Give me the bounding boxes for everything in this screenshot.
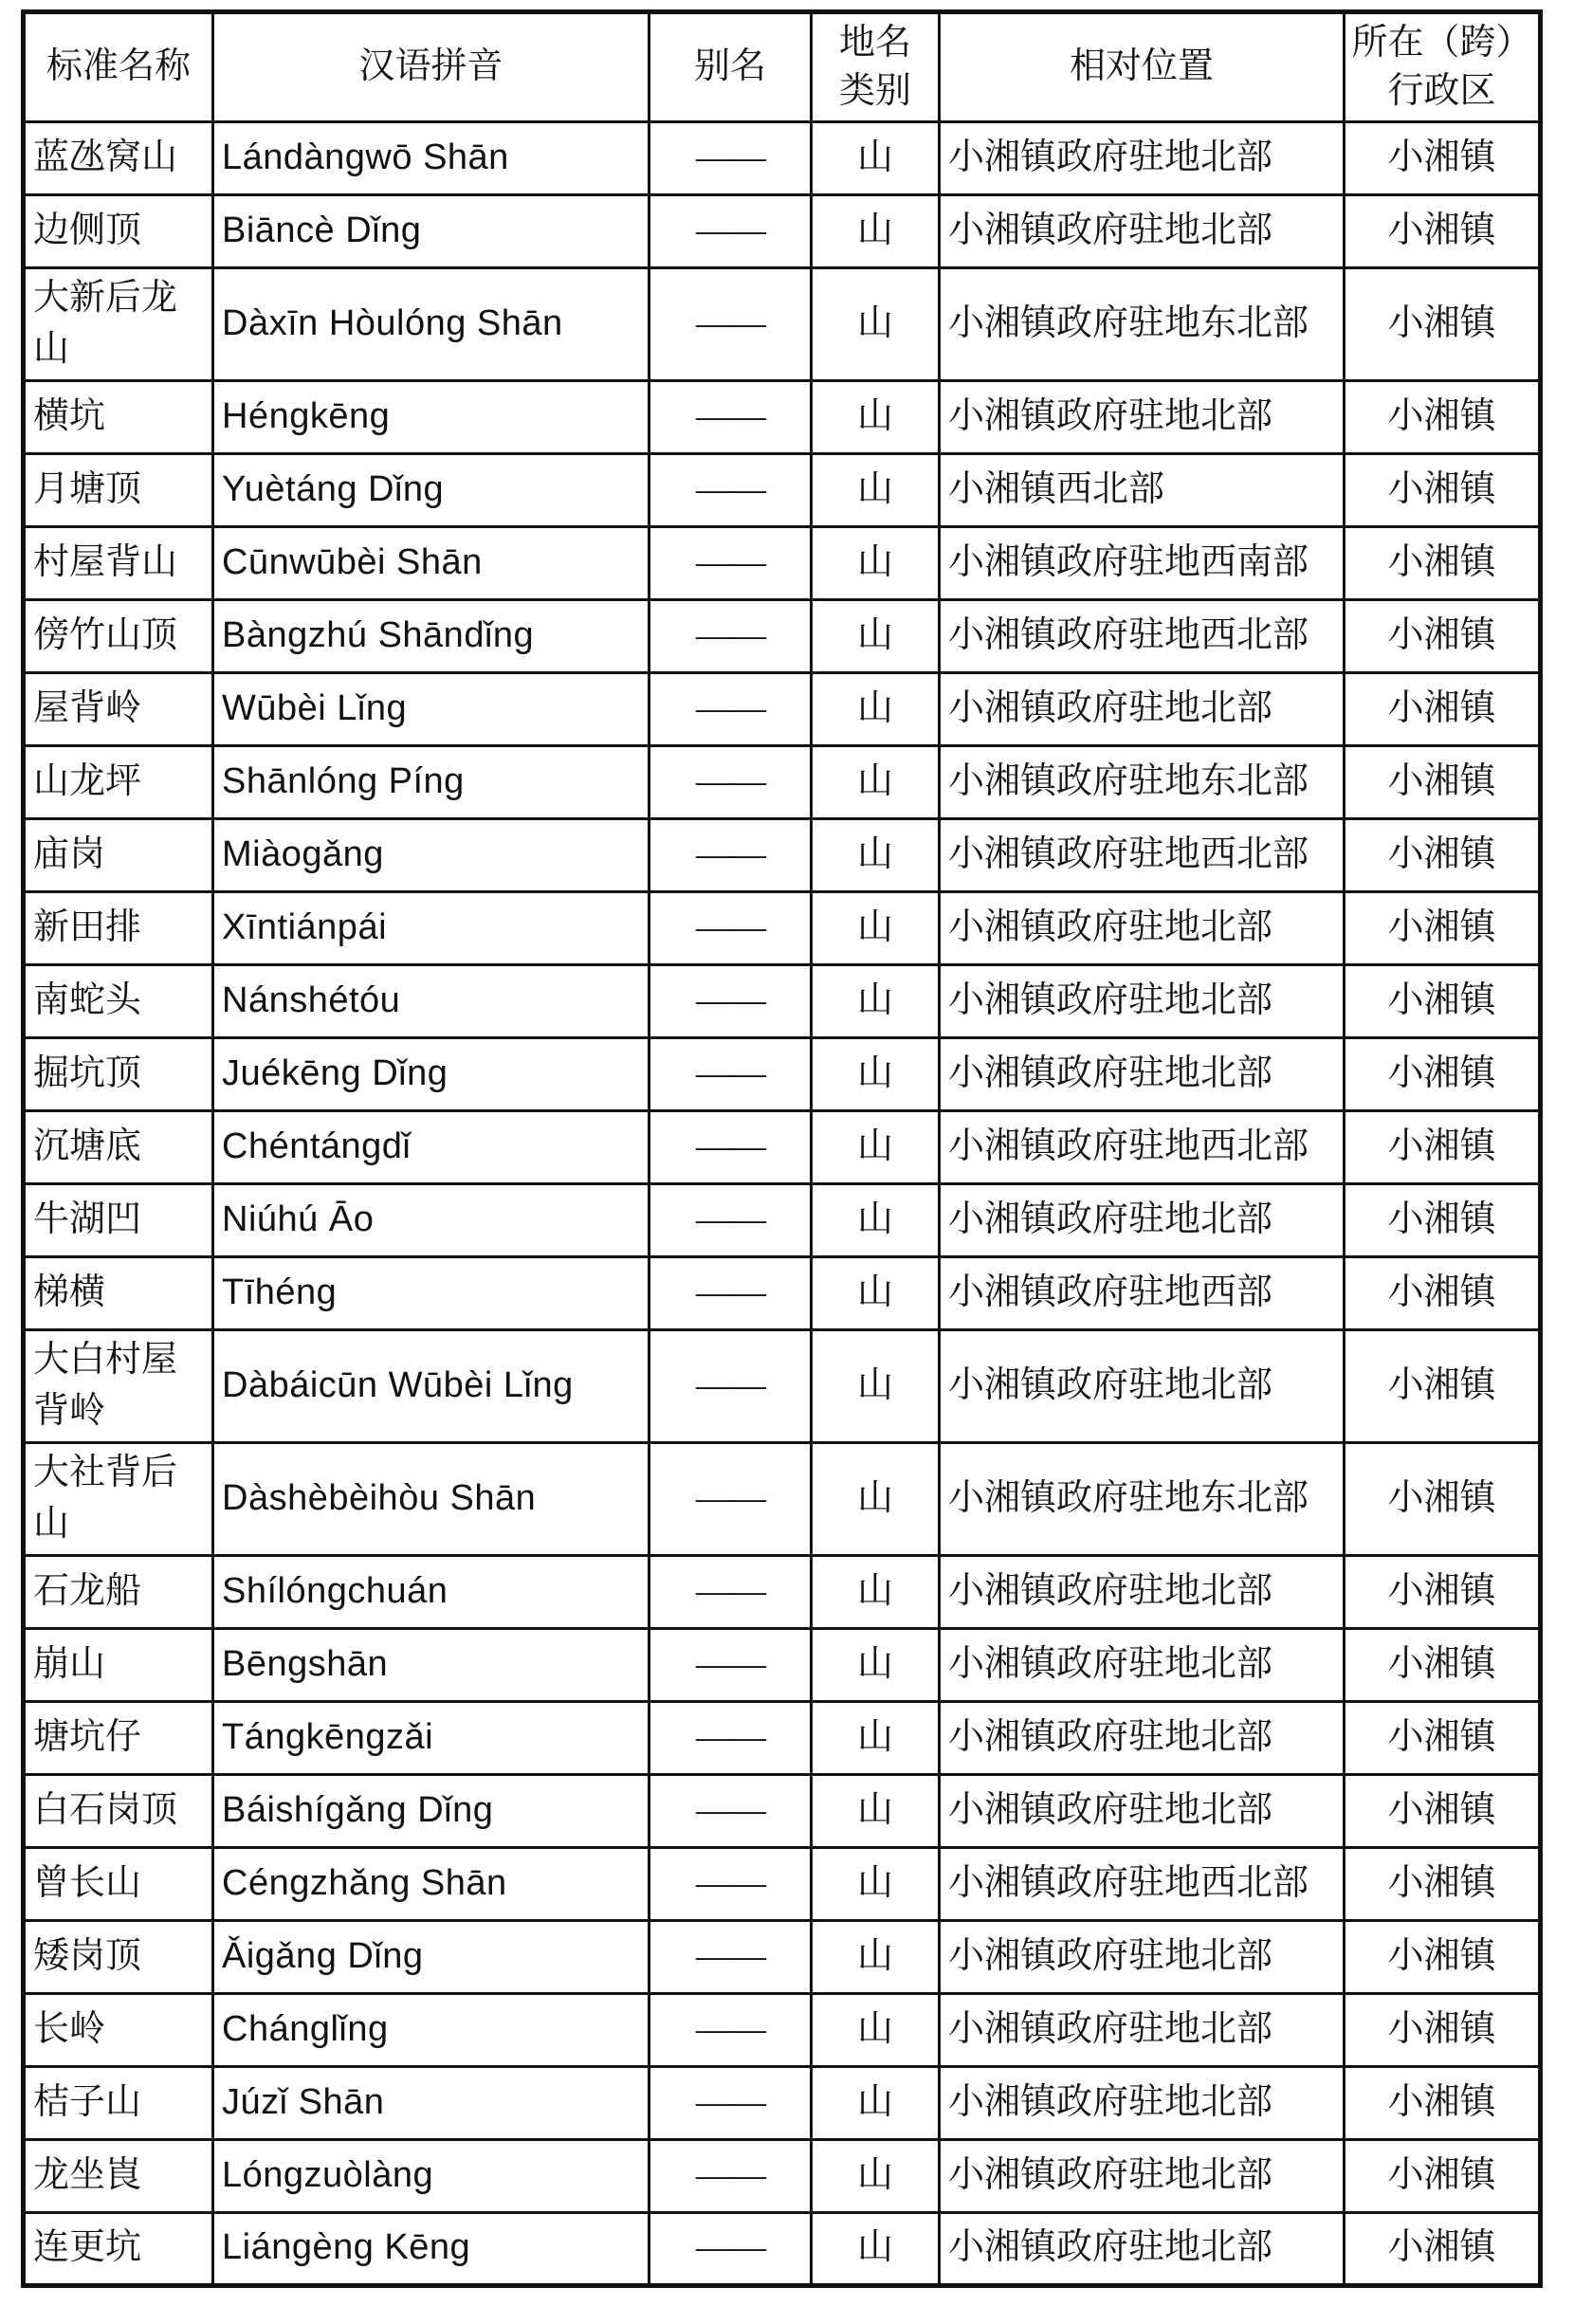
table-row bbox=[24, 380, 1541, 453]
table-row bbox=[24, 453, 1541, 526]
cell-category: 山 bbox=[812, 964, 940, 1037]
cell-admin-district: 小湘镇 bbox=[1345, 2212, 1541, 2285]
cell-alias: —— bbox=[650, 526, 812, 599]
cell-standard-name: 村屋背山 bbox=[24, 526, 213, 599]
cell-relative-position: 小湘镇政府驻地北部 bbox=[940, 1774, 1345, 1847]
cell-pinyin: Yuètáng Dǐng bbox=[213, 453, 650, 526]
cell-category: 山 bbox=[812, 599, 940, 672]
cell-alias: —— bbox=[650, 195, 812, 268]
table-row bbox=[24, 2139, 1541, 2212]
header-category bbox=[812, 12, 940, 122]
cell-category: 山 bbox=[812, 453, 940, 526]
cell-alias: —— bbox=[650, 1110, 812, 1183]
cell-pinyin: Miàogǎng bbox=[213, 818, 650, 891]
cell-pinyin: Lándàngwō Shān bbox=[213, 122, 650, 195]
table-row bbox=[24, 1110, 1541, 1183]
header-standard-name: 标准名称 bbox=[24, 12, 213, 122]
cell-standard-name: 蓝氹窝山 bbox=[24, 122, 213, 195]
cell-pinyin: Júzǐ Shān bbox=[213, 2066, 650, 2139]
table-row bbox=[24, 1329, 1541, 1442]
cell-alias: —— bbox=[650, 745, 812, 818]
cell-alias: —— bbox=[650, 1701, 812, 1774]
cell-alias: —— bbox=[650, 891, 812, 964]
header-pinyin: 汉语拼音 bbox=[213, 12, 650, 122]
cell-category: 山 bbox=[812, 2212, 940, 2285]
cell-admin-district: 小湘镇 bbox=[1345, 599, 1541, 672]
cell-category: 山 bbox=[812, 1110, 940, 1183]
cell-standard-name: 屋背岭 bbox=[24, 672, 213, 745]
cell-relative-position: 小湘镇政府驻地北部 bbox=[940, 1329, 1345, 1442]
cell-category: 山 bbox=[812, 1920, 940, 1993]
cell-category: 山 bbox=[812, 1774, 940, 1847]
cell-relative-position: 小湘镇政府驻地西部 bbox=[940, 1256, 1345, 1329]
table-row bbox=[24, 1555, 1541, 1628]
cell-alias: —— bbox=[650, 453, 812, 526]
cell-pinyin: Bēngshān bbox=[213, 1628, 650, 1701]
cell-pinyin: Shílóngchuán bbox=[213, 1555, 650, 1628]
cell-pinyin: Wūbèi Lǐng bbox=[213, 672, 650, 745]
cell-standard-name: 牛湖凹 bbox=[24, 1183, 213, 1256]
cell-pinyin: Bàngzhú Shāndǐng bbox=[213, 599, 650, 672]
table-row bbox=[24, 891, 1541, 964]
cell-alias: —— bbox=[650, 1628, 812, 1701]
cell-relative-position: 小湘镇政府驻地北部 bbox=[940, 1701, 1345, 1774]
cell-admin-district: 小湘镇 bbox=[1345, 195, 1541, 268]
cell-admin-district: 小湘镇 bbox=[1345, 1628, 1541, 1701]
cell-alias: —— bbox=[650, 1847, 812, 1920]
cell-admin-district: 小湘镇 bbox=[1345, 453, 1541, 526]
cell-admin-district: 小湘镇 bbox=[1345, 1256, 1541, 1329]
cell-admin-district: 小湘镇 bbox=[1345, 1993, 1541, 2066]
table-row bbox=[24, 1847, 1541, 1920]
header-admin-district-line2: 行政区 bbox=[1387, 71, 1496, 111]
cell-admin-district: 小湘镇 bbox=[1345, 891, 1541, 964]
cell-category: 山 bbox=[812, 2139, 940, 2212]
cell-relative-position: 小湘镇政府驻地西北部 bbox=[940, 818, 1345, 891]
cell-standard-name: 南蛇头 bbox=[24, 964, 213, 1037]
cell-standard-name: 月塘顶 bbox=[24, 453, 213, 526]
cell-alias: —— bbox=[650, 122, 812, 195]
table-row bbox=[24, 1037, 1541, 1110]
cell-standard-name: 曾长山 bbox=[24, 1847, 213, 1920]
cell-pinyin: Dàxīn Hòulóng Shān bbox=[213, 268, 650, 381]
cell-admin-district: 小湘镇 bbox=[1345, 1442, 1541, 1555]
table-row bbox=[24, 1256, 1541, 1329]
cell-pinyin: Héngkēng bbox=[213, 380, 650, 453]
cell-pinyin: Lóngzuòlàng bbox=[213, 2139, 650, 2212]
cell-category: 山 bbox=[812, 1037, 940, 1110]
cell-alias: —— bbox=[650, 2066, 812, 2139]
table-row bbox=[24, 964, 1541, 1037]
cell-admin-district: 小湘镇 bbox=[1345, 1329, 1541, 1442]
cell-pinyin: Báishígǎng Dǐng bbox=[213, 1774, 650, 1847]
cell-admin-district: 小湘镇 bbox=[1345, 380, 1541, 453]
table-row bbox=[24, 2066, 1541, 2139]
cell-standard-name: 石龙船 bbox=[24, 1555, 213, 1628]
cell-alias: —— bbox=[650, 268, 812, 381]
table-row bbox=[24, 818, 1541, 891]
cell-relative-position: 小湘镇政府驻地北部 bbox=[940, 1920, 1345, 1993]
cell-alias: —— bbox=[650, 1774, 812, 1847]
cell-category: 山 bbox=[812, 672, 940, 745]
cell-pinyin: Nánshétóu bbox=[213, 964, 650, 1037]
cell-category: 山 bbox=[812, 1847, 940, 1920]
cell-pinyin: Niúhú Āo bbox=[213, 1183, 650, 1256]
cell-relative-position: 小湘镇政府驻地北部 bbox=[940, 1183, 1345, 1256]
cell-alias: —— bbox=[650, 1183, 812, 1256]
table-row bbox=[24, 1774, 1541, 1847]
cell-relative-position: 小湘镇政府驻地东北部 bbox=[940, 268, 1345, 381]
cell-alias: —— bbox=[650, 1920, 812, 1993]
cell-pinyin: Cūnwūbèi Shān bbox=[213, 526, 650, 599]
table-row bbox=[24, 1183, 1541, 1256]
place-names-table bbox=[21, 9, 1543, 2288]
cell-category: 山 bbox=[812, 1183, 940, 1256]
cell-alias: —— bbox=[650, 599, 812, 672]
cell-category: 山 bbox=[812, 2066, 940, 2139]
header-alias: 别名 bbox=[650, 12, 812, 122]
table-header bbox=[24, 12, 1541, 122]
cell-pinyin: Tángkēngzǎi bbox=[213, 1701, 650, 1774]
cell-admin-district: 小湘镇 bbox=[1345, 672, 1541, 745]
cell-admin-district: 小湘镇 bbox=[1345, 1847, 1541, 1920]
cell-standard-name: 傍竹山顶 bbox=[24, 599, 213, 672]
cell-relative-position: 小湘镇西北部 bbox=[940, 453, 1345, 526]
cell-relative-position: 小湘镇政府驻地北部 bbox=[940, 1555, 1345, 1628]
cell-category: 山 bbox=[812, 1329, 940, 1442]
cell-category: 山 bbox=[812, 122, 940, 195]
cell-alias: —— bbox=[650, 1555, 812, 1628]
cell-relative-position: 小湘镇政府驻地北部 bbox=[940, 380, 1345, 453]
cell-relative-position: 小湘镇政府驻地西南部 bbox=[940, 526, 1345, 599]
cell-pinyin: Dàbáicūn Wūbèi Lǐng bbox=[213, 1329, 650, 1442]
cell-standard-name: 沉塘底 bbox=[24, 1110, 213, 1183]
cell-alias: —— bbox=[650, 672, 812, 745]
cell-admin-district: 小湘镇 bbox=[1345, 745, 1541, 818]
header-category-line1: 地名 bbox=[838, 22, 911, 63]
header-admin-district-line1: 所在（跨） bbox=[1351, 22, 1532, 63]
cell-admin-district: 小湘镇 bbox=[1345, 1701, 1541, 1774]
table-row bbox=[24, 1442, 1541, 1555]
cell-alias: —— bbox=[650, 1442, 812, 1555]
cell-admin-district: 小湘镇 bbox=[1345, 2066, 1541, 2139]
table-row bbox=[24, 1920, 1541, 1993]
cell-pinyin: Shānlóng Píng bbox=[213, 745, 650, 818]
header-relative-position: 相对位置 bbox=[940, 12, 1345, 122]
cell-relative-position: 小湘镇政府驻地北部 bbox=[940, 2139, 1345, 2212]
cell-relative-position: 小湘镇政府驻地西北部 bbox=[940, 1110, 1345, 1183]
cell-standard-name: 连更坑 bbox=[24, 2212, 213, 2285]
header-row bbox=[24, 12, 1541, 122]
cell-pinyin: Céngzhǎng Shān bbox=[213, 1847, 650, 1920]
cell-standard-name: 山龙坪 bbox=[24, 745, 213, 818]
cell-pinyin: Chánglǐng bbox=[213, 1993, 650, 2066]
cell-category: 山 bbox=[812, 745, 940, 818]
cell-standard-name: 梯横 bbox=[24, 1256, 213, 1329]
cell-standard-name: 新田排 bbox=[24, 891, 213, 964]
cell-admin-district: 小湘镇 bbox=[1345, 268, 1541, 381]
cell-alias: —— bbox=[650, 1993, 812, 2066]
cell-pinyin: Ǎigǎng Dǐng bbox=[213, 1920, 650, 1993]
cell-relative-position: 小湘镇政府驻地东北部 bbox=[940, 745, 1345, 818]
cell-alias: —— bbox=[650, 964, 812, 1037]
cell-relative-position: 小湘镇政府驻地西北部 bbox=[940, 1847, 1345, 1920]
table-row bbox=[24, 2212, 1541, 2285]
cell-category: 山 bbox=[812, 891, 940, 964]
cell-category: 山 bbox=[812, 1256, 940, 1329]
cell-alias: —— bbox=[650, 380, 812, 453]
cell-admin-district: 小湘镇 bbox=[1345, 526, 1541, 599]
cell-standard-name: 庙岗 bbox=[24, 818, 213, 891]
cell-category: 山 bbox=[812, 380, 940, 453]
cell-alias: —— bbox=[650, 1329, 812, 1442]
cell-standard-name: 横坑 bbox=[24, 380, 213, 453]
cell-standard-name: 大新后龙山 bbox=[24, 268, 213, 381]
cell-category: 山 bbox=[812, 1701, 940, 1774]
table-row bbox=[24, 526, 1541, 599]
cell-relative-position: 小湘镇政府驻地北部 bbox=[940, 122, 1345, 195]
cell-standard-name: 桔子山 bbox=[24, 2066, 213, 2139]
cell-relative-position: 小湘镇政府驻地北部 bbox=[940, 964, 1345, 1037]
cell-pinyin: Liángèng Kēng bbox=[213, 2212, 650, 2285]
table-row bbox=[24, 672, 1541, 745]
cell-standard-name: 龙坐崀 bbox=[24, 2139, 213, 2212]
cell-admin-district: 小湘镇 bbox=[1345, 1774, 1541, 1847]
cell-category: 山 bbox=[812, 268, 940, 381]
cell-relative-position: 小湘镇政府驻地北部 bbox=[940, 1628, 1345, 1701]
cell-admin-district: 小湘镇 bbox=[1345, 818, 1541, 891]
cell-pinyin: Chéntángdǐ bbox=[213, 1110, 650, 1183]
table-row bbox=[24, 1628, 1541, 1701]
cell-relative-position: 小湘镇政府驻地北部 bbox=[940, 672, 1345, 745]
cell-relative-position: 小湘镇政府驻地北部 bbox=[940, 891, 1345, 964]
header-category-line2: 类别 bbox=[838, 71, 911, 111]
cell-standard-name: 大白村屋背岭 bbox=[24, 1329, 213, 1442]
cell-standard-name: 掘坑顶 bbox=[24, 1037, 213, 1110]
cell-standard-name: 边侧顶 bbox=[24, 195, 213, 268]
cell-category: 山 bbox=[812, 1993, 940, 2066]
cell-admin-district: 小湘镇 bbox=[1345, 2139, 1541, 2212]
cell-pinyin: Tīhéng bbox=[213, 1256, 650, 1329]
cell-category: 山 bbox=[812, 1555, 940, 1628]
table-row bbox=[24, 599, 1541, 672]
cell-alias: —— bbox=[650, 2139, 812, 2212]
cell-pinyin: Juékēng Dǐng bbox=[213, 1037, 650, 1110]
cell-standard-name: 崩山 bbox=[24, 1628, 213, 1701]
cell-relative-position: 小湘镇政府驻地北部 bbox=[940, 1993, 1345, 2066]
cell-alias: —— bbox=[650, 818, 812, 891]
table-row bbox=[24, 268, 1541, 381]
cell-standard-name: 大社背后山 bbox=[24, 1442, 213, 1555]
cell-relative-position: 小湘镇政府驻地东北部 bbox=[940, 1442, 1345, 1555]
cell-category: 山 bbox=[812, 1442, 940, 1555]
cell-admin-district: 小湘镇 bbox=[1345, 1037, 1541, 1110]
cell-standard-name: 矮岗顶 bbox=[24, 1920, 213, 1993]
cell-admin-district: 小湘镇 bbox=[1345, 1555, 1541, 1628]
cell-pinyin: Xīntiánpái bbox=[213, 891, 650, 964]
cell-admin-district: 小湘镇 bbox=[1345, 122, 1541, 195]
cell-category: 山 bbox=[812, 1628, 940, 1701]
table-row bbox=[24, 195, 1541, 268]
cell-admin-district: 小湘镇 bbox=[1345, 1110, 1541, 1183]
cell-relative-position: 小湘镇政府驻地西北部 bbox=[940, 599, 1345, 672]
cell-standard-name: 塘坑仔 bbox=[24, 1701, 213, 1774]
cell-category: 山 bbox=[812, 818, 940, 891]
cell-alias: —— bbox=[650, 1256, 812, 1329]
cell-admin-district: 小湘镇 bbox=[1345, 1920, 1541, 1993]
cell-category: 山 bbox=[812, 526, 940, 599]
cell-relative-position: 小湘镇政府驻地北部 bbox=[940, 1037, 1345, 1110]
cell-alias: —— bbox=[650, 1037, 812, 1110]
header-admin-district bbox=[1345, 12, 1541, 122]
cell-pinyin: Dàshèbèihòu Shān bbox=[213, 1442, 650, 1555]
table-row bbox=[24, 745, 1541, 818]
cell-admin-district: 小湘镇 bbox=[1345, 1183, 1541, 1256]
table-row bbox=[24, 122, 1541, 195]
table-row bbox=[24, 1993, 1541, 2066]
cell-standard-name: 白石岗顶 bbox=[24, 1774, 213, 1847]
cell-alias: —— bbox=[650, 2212, 812, 2285]
cell-relative-position: 小湘镇政府驻地北部 bbox=[940, 195, 1345, 268]
table-row bbox=[24, 1701, 1541, 1774]
cell-category: 山 bbox=[812, 195, 940, 268]
table-body bbox=[24, 122, 1541, 2286]
cell-admin-district: 小湘镇 bbox=[1345, 964, 1541, 1037]
cell-standard-name: 长岭 bbox=[24, 1993, 213, 2066]
cell-relative-position: 小湘镇政府驻地北部 bbox=[940, 2066, 1345, 2139]
cell-pinyin: Biāncè Dǐng bbox=[213, 195, 650, 268]
cell-relative-position: 小湘镇政府驻地北部 bbox=[940, 2212, 1345, 2285]
